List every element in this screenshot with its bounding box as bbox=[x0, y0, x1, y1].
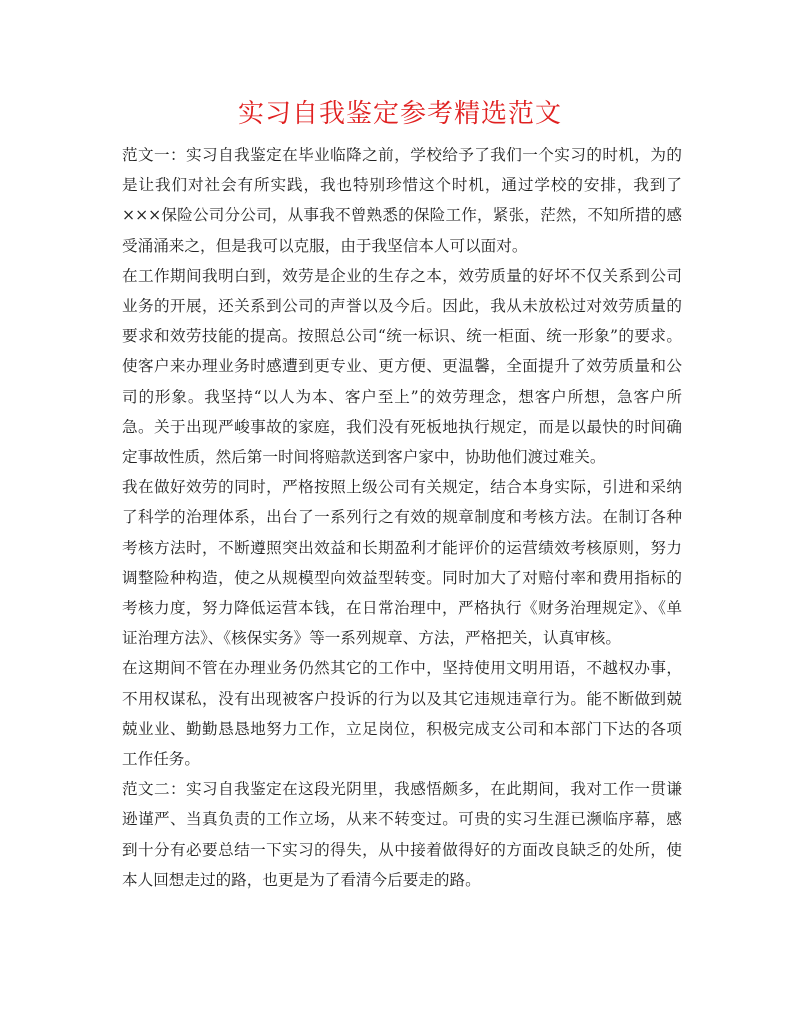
paragraph-conduct: 在这期间不管在办理业务仍然其它的工作中，坚持使用文明用语，不越权办事，不用权谋私，没有出现被客户投诉的行为以及其它违规违章行为。能不断做到兢兢业业、勤勤恳恳地努力工作，立足岗位，积极完成支公司和本部门下达的各项工作任务。 bbox=[122, 659, 682, 769]
paragraph-sample-two: 范文二：实习自我鉴定在这段光阴里，我感悟颇多，在此期间，我对工作一贯谦逊谨严、当真负责的工作立场，从来不转变过。可贵的实习生涯已濒临序幕，感到十分有必要总结一下实习的得失，从中接着做得好的方面改良缺乏的处所，使本人回想走过的路，也更是为了看清今后要走的路。 bbox=[122, 780, 682, 889]
paragraph-work-period: 在工作期间我明白到，效劳是企业的生存之本，效劳质量的好坏不仅关系到公司业务的开展，还关系到公司的声誉以及今后。因此，我从未放松过对效劳质量的要求和效劳技能的提高。按照总公司“统一标识、统一柜面、统一形象”的要求。使客户来办理业务时感遭到更专业、更方便、更温馨，全面提升了效劳质量和公司的形象。我坚持“以人为本、客户至上”的效劳理念，想客户所想，急客户所急。关于出现严峻事故的家庭，我们没有死板地执行规定，而是以最快的时间确定事故性质，然后第一时间将赔款送到客户家中，协助他们渡过难关。 bbox=[122, 266, 682, 467]
paragraph-sample-one: 范文一：实习自我鉴定在毕业临降之前，学校给予了我们一个实习的时机，为的是让我们对社会有所实践，我也特别珍惜这个时机，通过学校的安排，我到了×××保险公司分公司，从事我不曾熟悉的保险工作，紧张，茫然，不知所措的感受涌涌来之，但是我可以克服，由于我坚信本人可以面对。 bbox=[122, 146, 682, 255]
paragraph-management: 我在做好效劳的同时，严格按照上级公司有关规定，结合本身实际，引进和采纳了科学的治理体系，出台了一系列行之有效的规章制度和考核方法。在制订各种考核方法时，不断遵照突出效益和长期盈利才能评价的运营绩效考核原则，努力调整险种构造，使之从规模型向效益型转变。同时加大了对赔付率和费用指标的考核力度，努力降低运营本钱，在日常治理中，严格执行《财务治理规定》、《单证治理方法》、《核保实务》等一系列规章、方法，严格把关，认真审核。 bbox=[122, 478, 682, 648]
document-body bbox=[122, 140, 682, 895]
document-title: 实习自我鉴定参考精选范文 bbox=[237, 99, 562, 129]
